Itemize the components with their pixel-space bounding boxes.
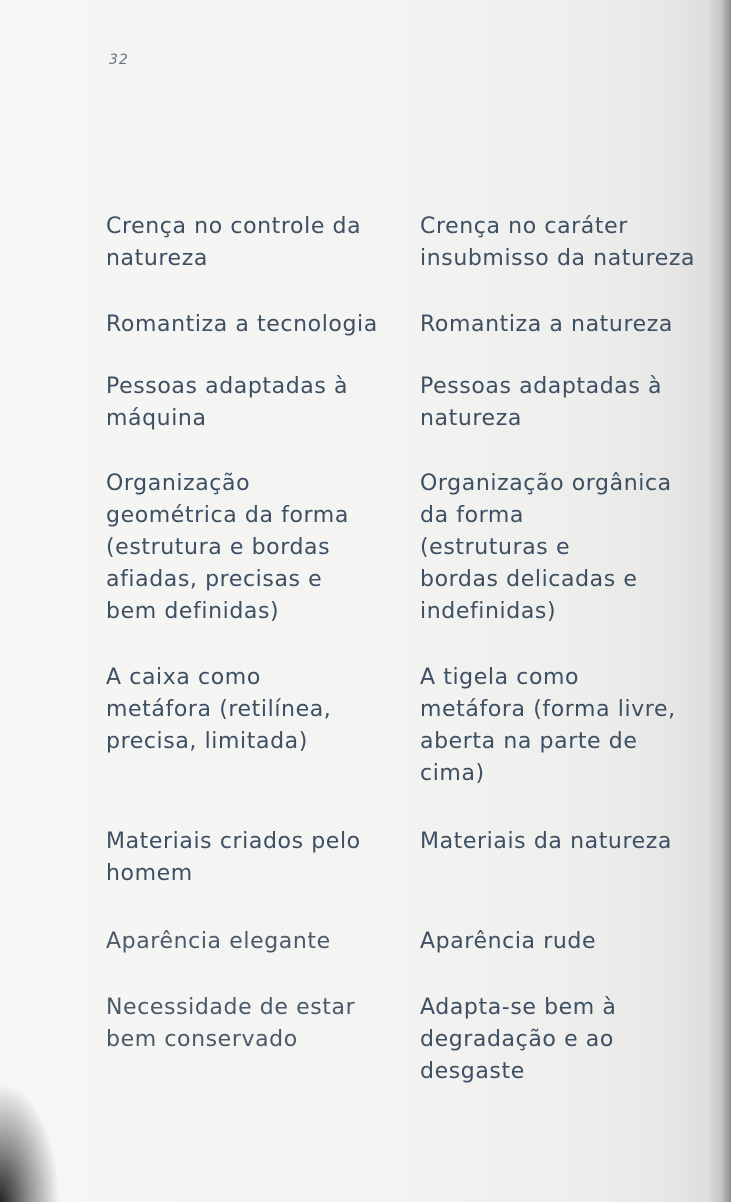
right-column-text: Organização orgânica da forma (estruturas e bordas delicadas e indefinidas) — [420, 471, 672, 624]
left-column-text: Crença no controle da natureza — [106, 214, 362, 271]
right-column-text: Aparência rude — [420, 929, 597, 954]
page-number: 32 — [109, 52, 129, 68]
left-column-text: Organização geométrica da forma (estrutura e bordas afiadas, precisas e bem definidas) — [106, 471, 349, 624]
right-column-text: Pessoas adaptadas à natureza — [420, 374, 663, 431]
left-column-text: A caixa como metáfora (retilínea, precisa, limitada) — [106, 665, 332, 754]
right-column-text: Materiais da natureza — [420, 829, 672, 854]
left-column-text: Aparência elegante — [106, 929, 331, 954]
left-column-text: Pessoas adaptadas à máquina — [106, 374, 349, 431]
left-column-text: Romantiza a tecnologia — [106, 312, 378, 337]
right-column-text: Adapta-se bem à degradação e ao desgaste — [420, 995, 617, 1084]
right-column-text: Crença no caráter insubmisso da natureza — [420, 214, 696, 271]
left-column-text: Materiais criados pelo homem — [106, 829, 361, 886]
right-column-text: Romantiza a natureza — [420, 312, 673, 337]
thumb-shadow — [0, 1082, 60, 1202]
left-column-text: Necessidade de estar bem conservado — [106, 995, 356, 1052]
right-column-text: A tigela como metáfora (forma livre, aberta na parte de cima) — [420, 665, 676, 786]
page-edge-shadow — [707, 0, 731, 1202]
